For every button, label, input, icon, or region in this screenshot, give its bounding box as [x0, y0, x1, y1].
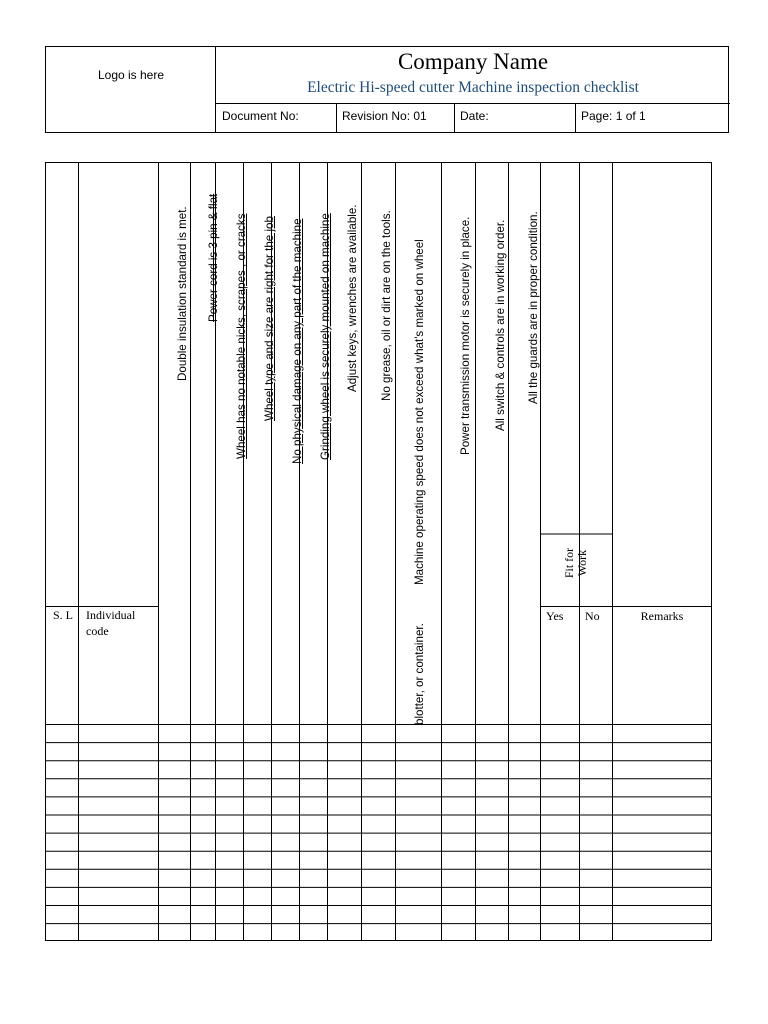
- column-header-no: No: [585, 609, 600, 623]
- revision-label: Revision No: 01: [342, 109, 427, 123]
- document-header: [45, 46, 729, 133]
- inspection-table: S. L Individual code Double insulation standard is met. Power cord is 3 pin & flat Wheel has no notable nicks, scrapes , or cracks Wheel type and size are right for the job No physical damage on any part of the machine Grinding wheel is securely mounted on machine Adjust keys, wrenches are available. No grease, oil or dirt are on the tools. Machine operating speed does not exceed what's marked on wheel blotter, or container. Power transmission motor is securely in place. All switch & controls are in working order. All the guards are in proper condition. Fit for Work Yes No Remarks: [45, 162, 712, 941]
- logo-placeholder: Logo is here: [97, 68, 165, 82]
- document-title: Electric Hi-speed cutter Machine inspection checklist: [307, 79, 639, 96]
- page-label: Page: 1 of 1: [581, 109, 646, 123]
- column-header-individual-code: Individual code: [86, 608, 136, 638]
- table-grid-lines: [45, 162, 712, 941]
- document-no-label: Document No:: [222, 109, 299, 123]
- column-header-sl: S. L: [53, 608, 74, 622]
- company-name: Company Name: [397, 49, 549, 74]
- column-header-yes: Yes: [546, 609, 564, 623]
- date-label: Date:: [460, 109, 489, 123]
- column-header-remarks: Remarks: [640, 609, 684, 623]
